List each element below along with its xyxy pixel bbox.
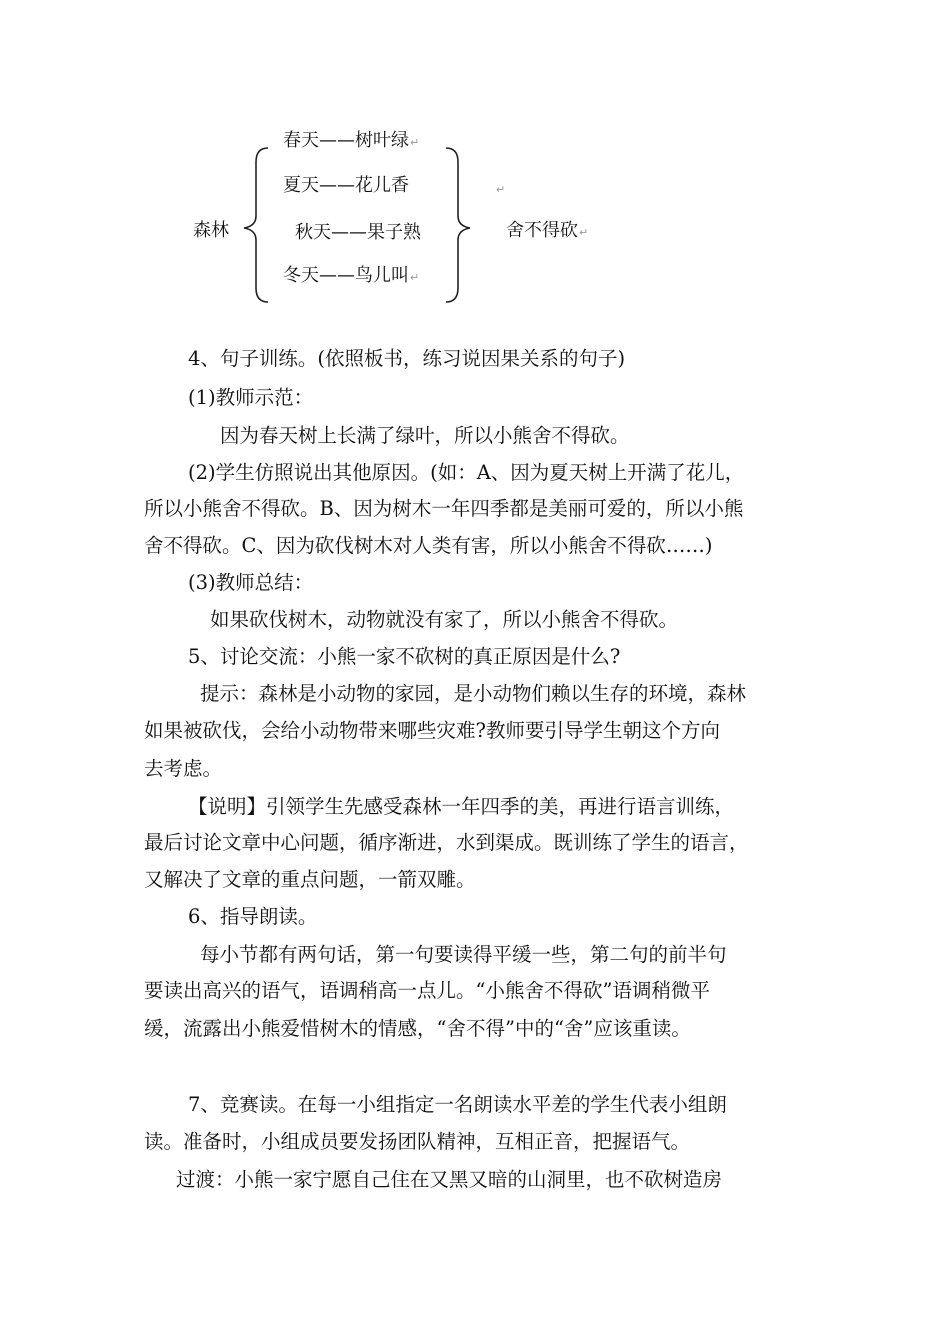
line-06: 舍不得砍。C、因为砍伐树木对人类有害，所以小熊舍不得砍……) [144, 534, 713, 557]
left-brace [240, 140, 276, 310]
diagram-center-label: 森林 [193, 220, 229, 241]
line-11: 如果被砍伐，会给小动物带来哪些灾难?教师要引导学生朝这个方向 [144, 719, 720, 742]
line-18: 要读出高兴的语气，语调稍高一点儿。“小熊舍不得砍”语调稍微平 [144, 979, 710, 1002]
diagram-item-autumn: 秋天——果子熟 [295, 222, 421, 243]
paragraph-mark: ↵ [496, 183, 506, 196]
line-16: 6、指导朗读。 [188, 905, 318, 928]
diagram-result-label: 舍不得砍↵ [506, 220, 589, 241]
diagram-item-summer: 夏天——花儿香 [283, 175, 409, 196]
line-21: 读。准备时，小组成员要发扬团队精神，互相正音，把握语气。 [144, 1130, 691, 1153]
line-10: 提示：森林是小动物的家园，是小动物们赖以生存的环境，森林 [200, 682, 747, 705]
season-diagram [0, 0, 950, 330]
diagram-item-spring: 春天——树叶绿↵ [283, 130, 420, 151]
line-02: (1)教师示范： [188, 386, 314, 409]
line-04: (2)学生仿照说出其他原因。(如：A、因为夏天树上开满了花儿， [188, 461, 745, 484]
line-08: 如果砍伐树木，动物就没有家了，所以小熊舍不得砍。 [210, 608, 679, 631]
line-14: 最后讨论文章中心问题，循序渐进，水到渠成。既训练了学生的语言， [144, 831, 749, 854]
line-13: 【说明】引领学生先感受森林一年四季的美，再进行语言训练， [188, 795, 735, 818]
line-05: 所以小熊舍不得砍。B、因为树木一年四季都是美丽可爱的，所以小熊 [144, 497, 744, 520]
line-20: 7、竞赛读。在每一小组指定一名朗读水平差的学生代表小组朗 [188, 1093, 727, 1116]
line-15: 又解决了文章的重点问题，一箭双雕。 [144, 868, 476, 891]
line-03: 因为春天树上长满了绿叶，所以小熊舍不得砍。 [220, 424, 630, 447]
diagram-item-winter: 冬天——鸟儿叫↵ [283, 265, 420, 286]
line-17: 每小节都有两句话，第一句要读得平缓一些，第二句的前半句 [200, 943, 727, 966]
line-09: 5、讨论交流：小熊一家不砍树的真正原因是什么? [188, 645, 621, 668]
line-07: (3)教师总结： [188, 571, 314, 594]
line-22: 过渡：小熊一家宁愿自己住在又黑又暗的山洞里，也不砍树造房 [176, 1168, 723, 1191]
right-brace [440, 140, 476, 310]
line-19: 缓，流露出小熊爱惜树木的情感，“舍不得”中的“舍”应该重读。 [144, 1017, 691, 1040]
line-01: 4、句子训练。(依照板书，练习说因果关系的句子) [188, 347, 626, 370]
line-12: 去考虑。 [144, 757, 223, 780]
